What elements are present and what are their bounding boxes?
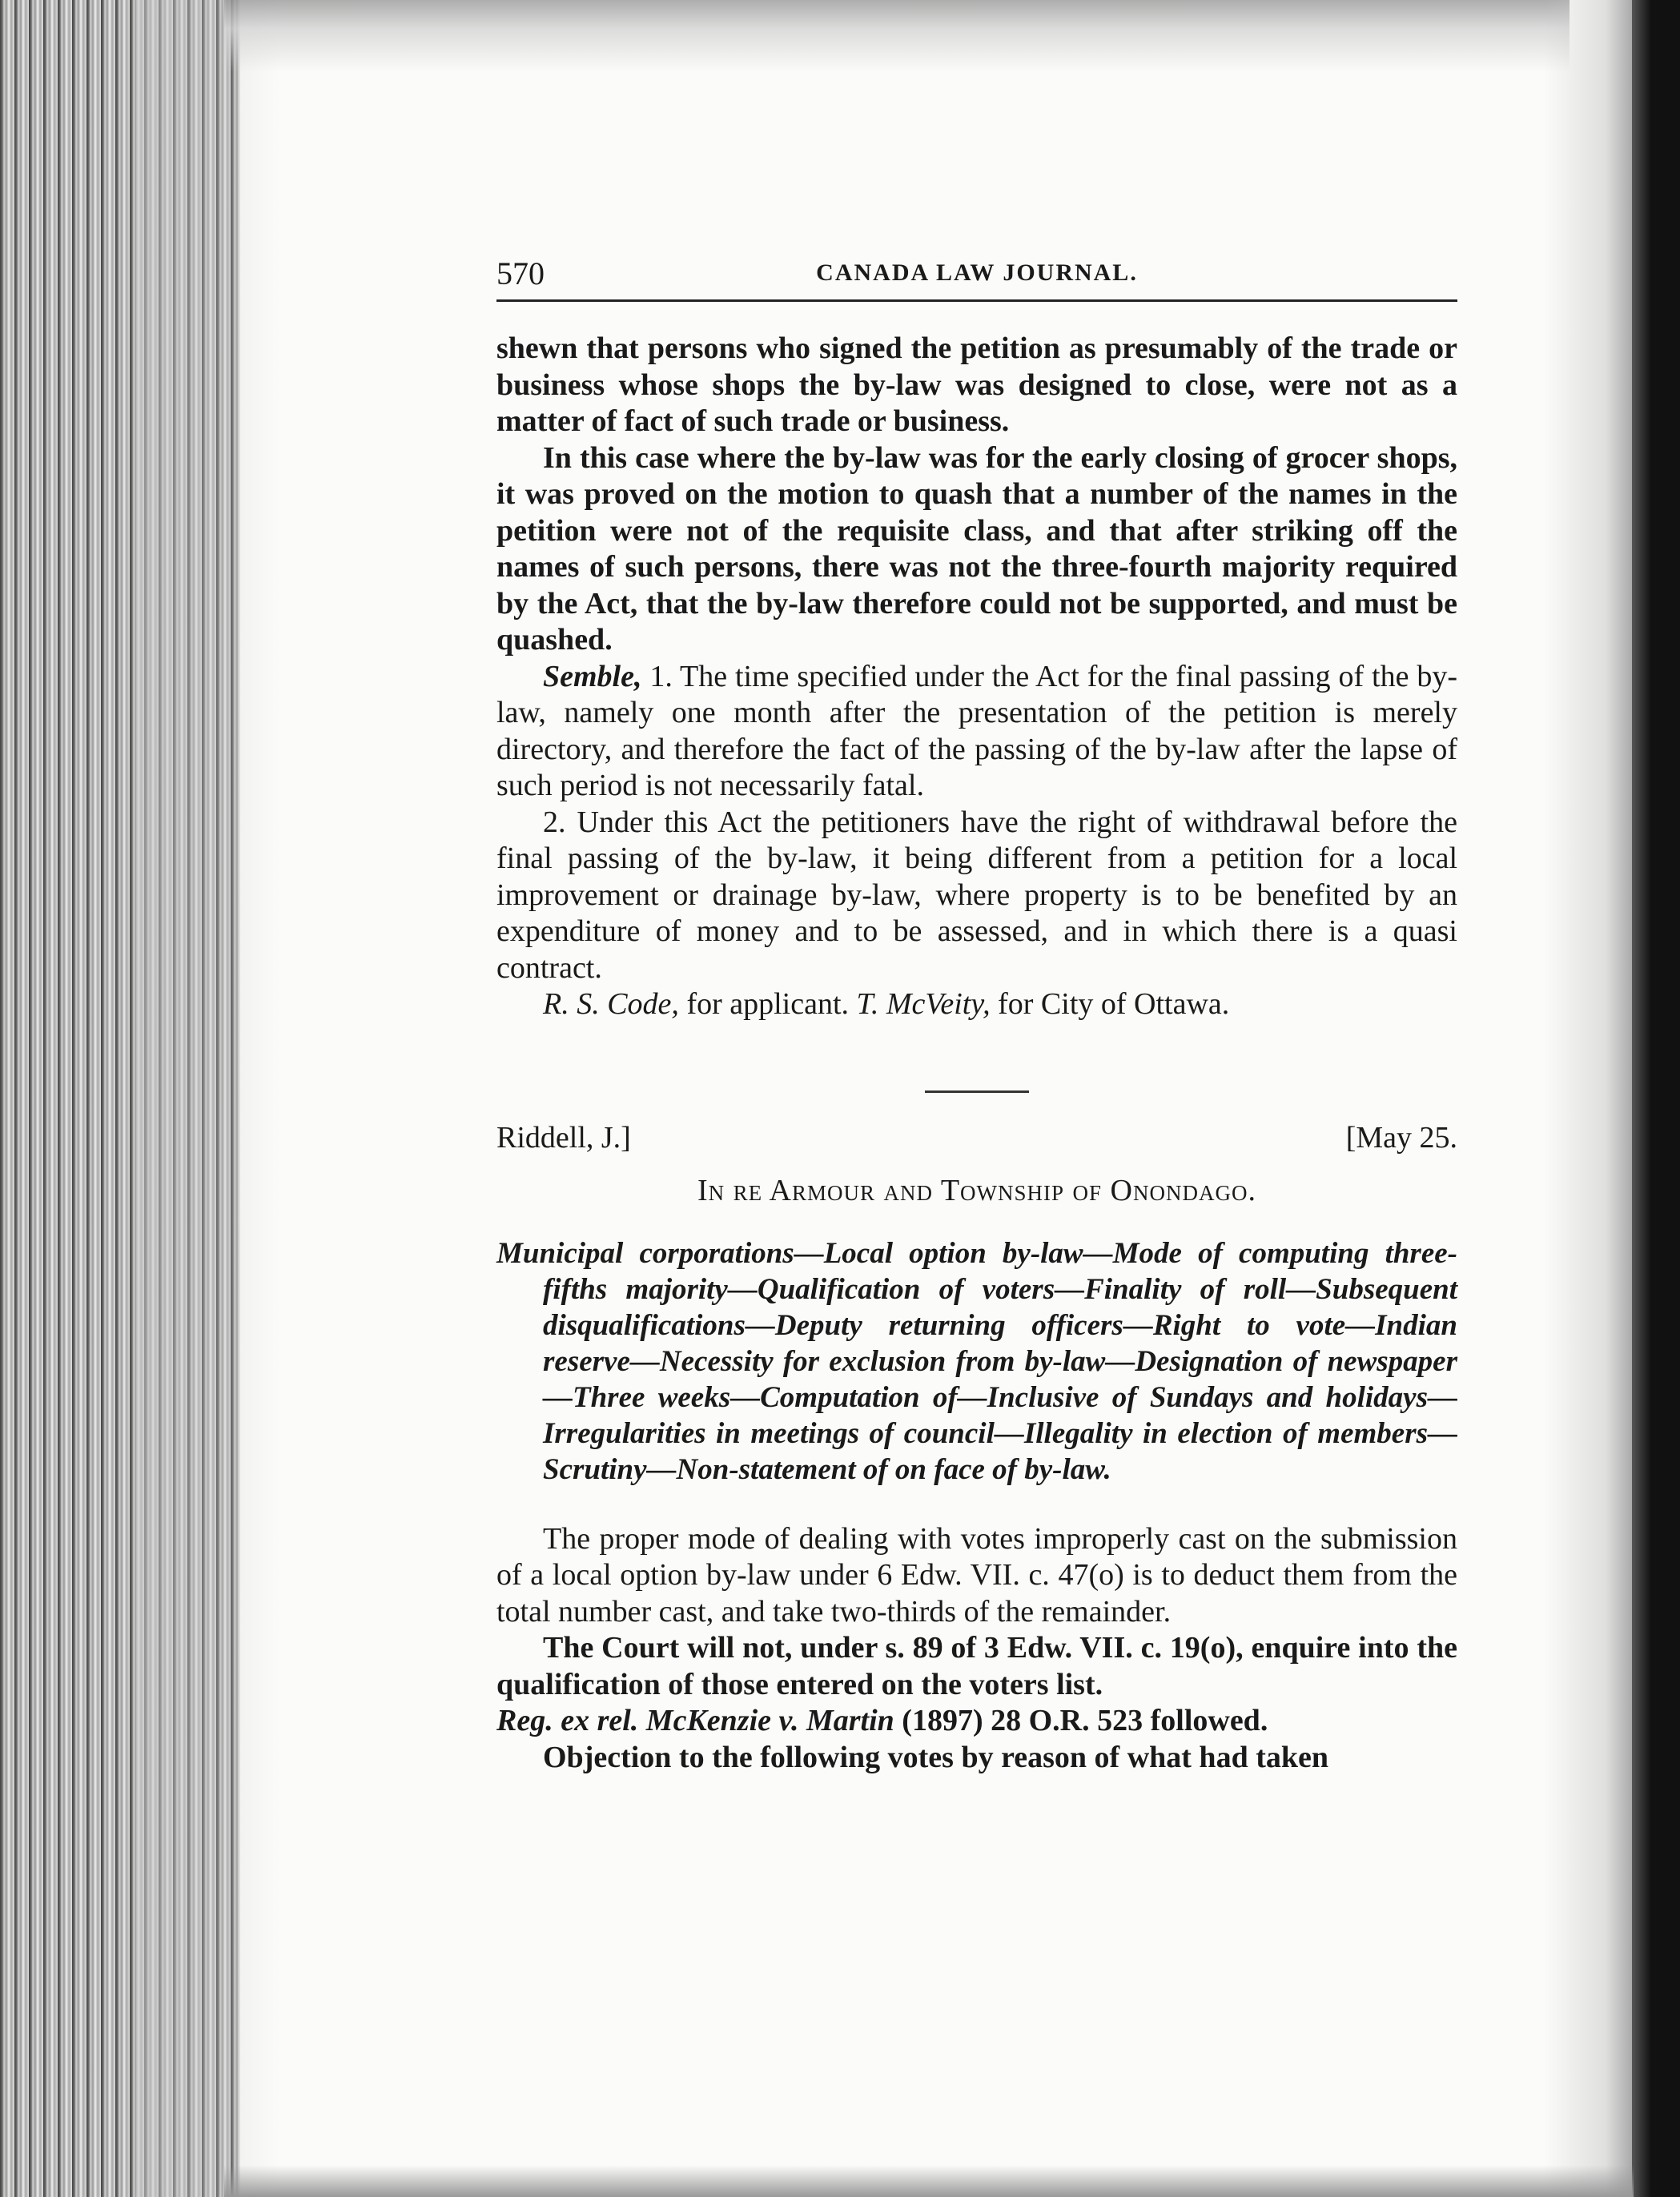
judgment-date: [May 25. <box>1345 1120 1457 1155</box>
scan-shadow-right <box>1544 0 1632 2197</box>
counsel-applicant-role: for applicant. <box>678 987 857 1021</box>
citation-line <box>496 1703 1457 1740</box>
counsel-city-name: T. McVeity, <box>856 987 991 1021</box>
paragraph: In this case where the by-law was for the early closing of grocer shops, it was proved on the motion to quash that a number of the names in the petition were not of the requisite class, and that after striking off the names of such persons, there was not the three-fourth majority required by the Act, that the by-law therefore could not be supported, and must be quashed. <box>496 440 1457 657</box>
page-content <box>496 248 1457 1776</box>
scan-edge-top <box>224 0 1569 72</box>
paragraph-text: 1. The time specified under the Act for the final passing of the by-law, namely one month after the presentation of the petition is merely directory, and therefore the fact of the passing of the by-law after the lapse of such period is not necessarily fatal. <box>496 659 1458 802</box>
running-head <box>496 248 1457 296</box>
journal-title: CANADA LAW JOURNAL. <box>816 259 1138 286</box>
header-rule <box>496 299 1457 302</box>
prior-case-text <box>496 331 1457 659</box>
judge-name: Riddell, J.] <box>496 1120 631 1155</box>
scan-edge-right <box>1632 0 1680 2197</box>
citation-rest: (1897) 28 O.R. 523 followed. <box>894 1704 1268 1737</box>
semble-label: Semble, <box>543 659 642 693</box>
counsel-applicant-name: R. S. Code, <box>543 987 679 1021</box>
headnote: Municipal corporations—Local option by-law—Mode of computing three-fifths majority—Qualification of voters—Finality of roll—Subsequent disqualifications—Deputy returning officers—Right to vote—Indian reserve—Necessity for exclusion from by-law—Designation of newspaper—Three weeks—Computation of—Inclusive of Sundays and holidays—Irregularities in meetings of council—Illegality in election of members—Scrutiny—Non-statement of on face of by-law. <box>496 1236 1457 1486</box>
citation-case-name: Reg. ex rel. McKenzie v. Martin <box>496 1704 894 1737</box>
prior-case-holdings <box>496 659 1457 987</box>
semble-paragraph <box>496 659 1457 805</box>
case-title: In re Armour and Township of Onondago. <box>697 1173 1256 1207</box>
page-number: 570 <box>496 255 545 291</box>
counsel-line <box>496 986 1457 1023</box>
scan-edge-bottom <box>224 2165 1634 2197</box>
paragraph: 2. Under this Act the petitioners have the right of withdrawal before the final passing of the by-law, it being different from a petition for a local improvement or drainage by-law, where property is to be benefited by an expenditure of money and to be assessed, and in which there is a quasi contract. <box>496 805 1457 985</box>
paragraph: shewn that persons who signed the petition as presumably of the trade or business whose shops the by-law was designed to close, were not as a matter of fact of such trade or business. <box>496 331 1457 438</box>
paragraph: The proper mode of dealing with votes improperly cast on the submission of a local option by-law under 6 Edw. VII. c. 47(o) is to deduct them from the total number cast, and take two-thirds of the remainder. <box>496 1521 1457 1629</box>
last-line: Objection to the following votes by reason of what had taken <box>543 1740 1328 1774</box>
judge-line <box>496 1120 1457 1159</box>
paragraph: The Court will not, under s. 89 of 3 Edw. VII. c. 19(o), enquire into the qualification of those entered on the voters list. <box>496 1631 1457 1701</box>
case-separator <box>925 1090 1029 1093</box>
counsel-city-role: for City of Ottawa. <box>990 987 1230 1021</box>
scan-shadow-left <box>136 0 280 2197</box>
case-body <box>496 1521 1457 1777</box>
